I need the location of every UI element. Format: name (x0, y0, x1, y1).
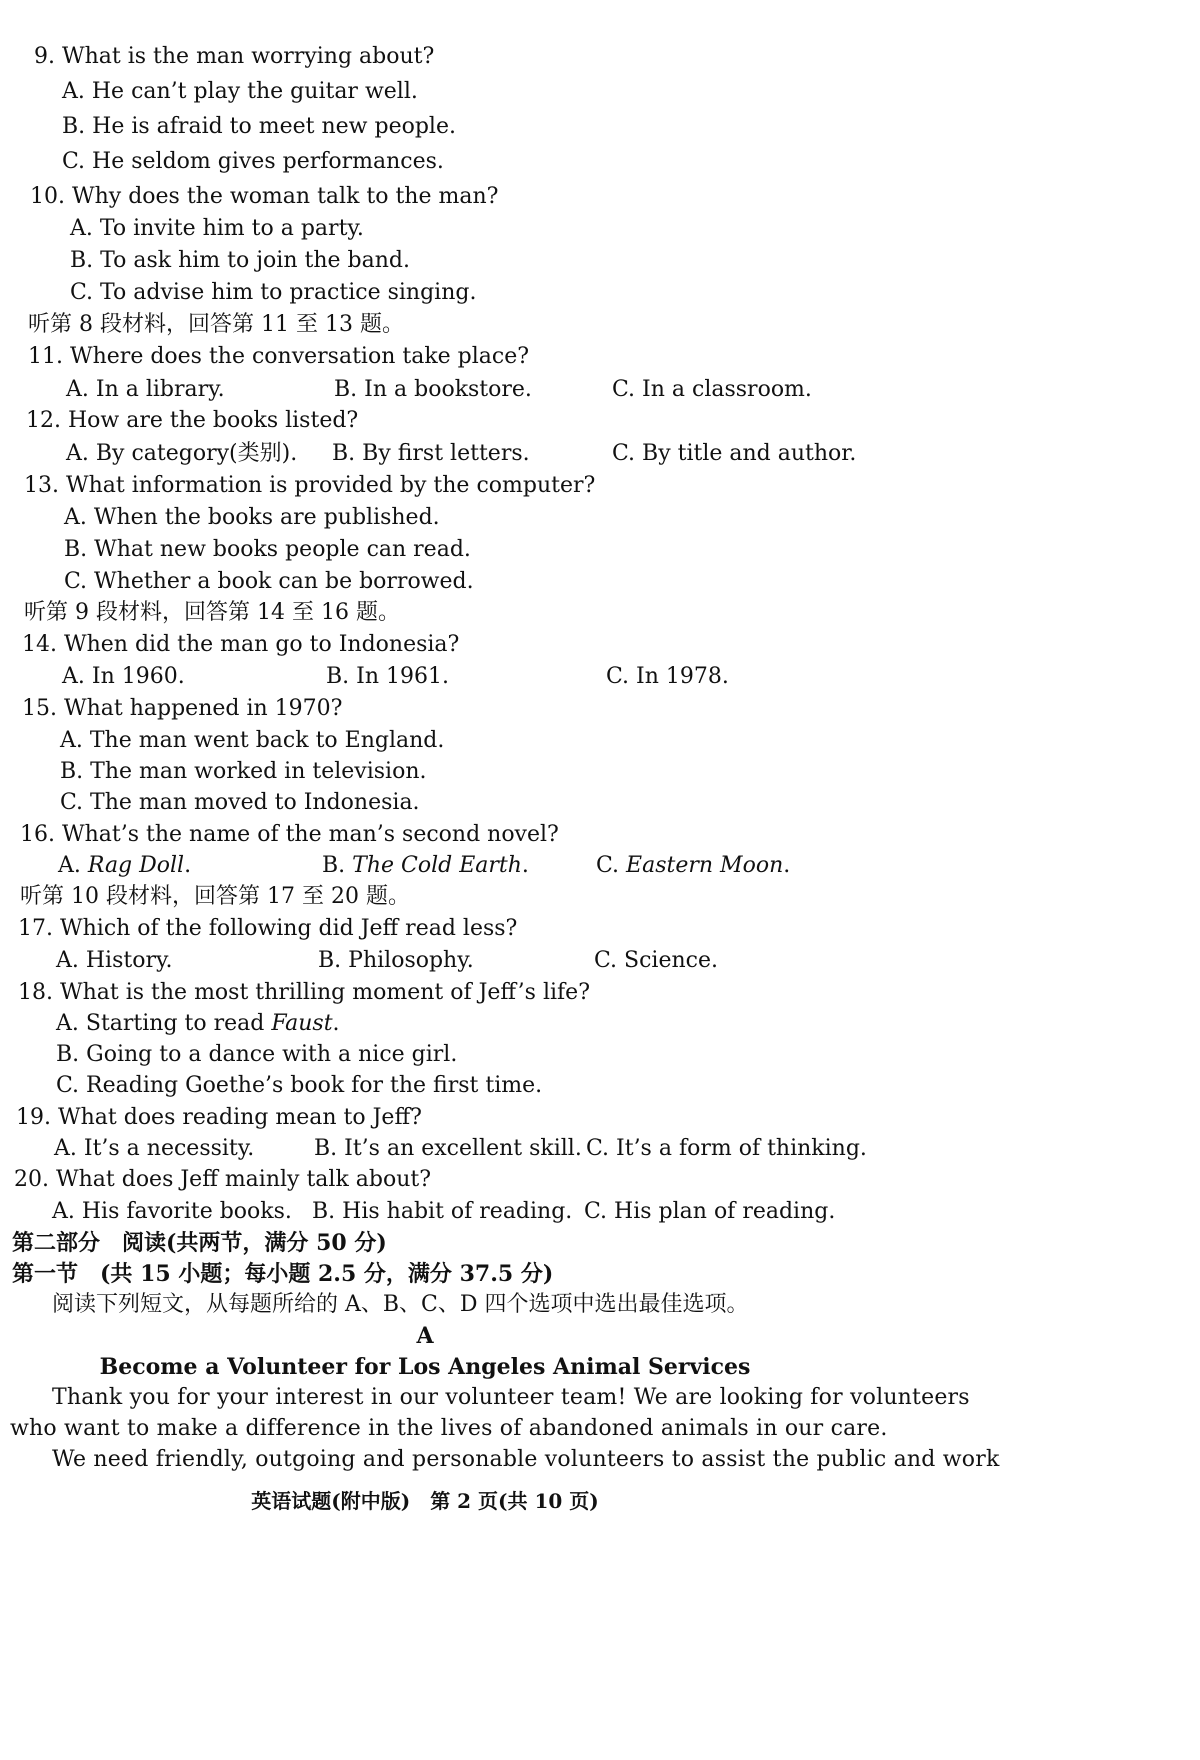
option-18b: B. Going to a dance with a nice girl. (56, 1042, 458, 1067)
question-14 (22, 630, 459, 660)
question-number: 17. (18, 916, 53, 941)
question-number: 13. (24, 473, 59, 498)
page-footer: 英语试题(附中版) 第 2 页(共 10 页) (251, 1489, 599, 1513)
question-text: Which of the following did Jeff read less? (60, 916, 518, 941)
option-14b: B. In 1961. (326, 664, 449, 689)
part-two-heading: 第二部分 阅读(共两节，满分 50 分) (12, 1230, 387, 1256)
question-number: 20. (14, 1167, 49, 1192)
question-number: 9. (34, 44, 55, 69)
question-number: 15. (22, 696, 57, 721)
question-18 (18, 978, 590, 1008)
option-16b: B. The Cold Earth. (322, 853, 529, 878)
option-11b: B. In a bookstore. (334, 377, 532, 402)
question-text: How are the books listed? (68, 408, 359, 433)
book-title: Faust (271, 1011, 333, 1036)
option-13b: B. What new books people can read. (64, 537, 471, 562)
question-number: 18. (18, 980, 53, 1005)
question-text: What does reading mean to Jeff? (58, 1105, 422, 1130)
option-10c: C. To advise him to practice singing. (70, 280, 477, 305)
option-19c: C. It’s a form of thinking. (586, 1136, 867, 1161)
paragraph-line-3: We need friendly, outgoing and personable volunteers to assist the public and work (52, 1447, 1000, 1472)
option-12a: A. By category(类别). (66, 441, 298, 466)
question-number: 11. (28, 344, 63, 369)
question-text: When did the man go to Indonesia? (64, 632, 460, 657)
question-text: Why does the woman talk to the man? (72, 184, 499, 209)
question-13 (24, 471, 595, 501)
option-9a: A. He can’t play the guitar well. (62, 79, 418, 104)
option-17b: B. Philosophy. (318, 948, 474, 973)
question-17 (18, 914, 517, 944)
question-text: What information is provided by the computer? (66, 473, 596, 498)
option-14a: A. In 1960. (62, 664, 185, 689)
question-15 (22, 694, 342, 724)
option-15c: C. The man moved to Indonesia. (60, 790, 420, 815)
option-19b: B. It’s an excellent skill. (314, 1136, 582, 1161)
question-text: What’s the name of the man’s second novel? (62, 822, 559, 847)
option-text: A. Starting to read (56, 1011, 272, 1036)
question-16 (20, 820, 559, 850)
question-text: What does Jeff mainly talk about? (56, 1167, 432, 1192)
question-11 (28, 342, 529, 372)
paragraph-line-2: who want to make a difference in the lives of abandoned animals in our care. (10, 1416, 888, 1441)
option-11c: C. In a classroom. (612, 377, 812, 402)
option-15a: A. The man went back to England. (60, 728, 445, 753)
question-9 (34, 42, 434, 72)
option-letter: B. (322, 853, 353, 878)
option-9b: B. He is afraid to meet new people. (62, 114, 456, 139)
option-19a: A. It’s a necessity. (54, 1136, 255, 1161)
question-10 (30, 182, 498, 212)
option-15b: B. The man worked in television. (60, 759, 427, 784)
option-14c: C. In 1978. (606, 664, 729, 689)
option-12c: C. By title and author. (612, 441, 857, 466)
section-one-heading: 第一节 (共 15 小题；每小题 2.5 分，满分 37.5 分) (12, 1261, 554, 1287)
option-10b: B. To ask him to join the band. (70, 248, 410, 273)
passage-title: Become a Volunteer for Los Angeles Animal Services (99, 1354, 751, 1380)
question-19 (16, 1103, 422, 1133)
question-text: What happened in 1970? (64, 696, 343, 721)
instruction-segment-10: 听第 10 段材料，回答第 17 至 20 题。 (20, 884, 410, 909)
book-title: Eastern Moon (626, 853, 784, 878)
option-18a: A. Starting to read Faust. (56, 1011, 340, 1036)
passage-letter: A (416, 1323, 434, 1349)
option-13c: C. Whether a book can be borrowed. (64, 569, 474, 594)
option-17a: A. History. (56, 948, 173, 973)
option-9c: C. He seldom gives performances. (62, 149, 444, 174)
question-text: What is the most thrilling moment of Jeff’s life? (60, 980, 590, 1005)
option-13a: A. When the books are published. (64, 505, 440, 530)
option-10a: A. To invite him to a party. (70, 216, 364, 241)
option-20c: C. His plan of reading. (584, 1199, 836, 1224)
option-18c: C. Reading Goethe’s book for the first time. (56, 1073, 543, 1098)
question-text: What is the man worrying about? (62, 44, 435, 69)
option-12b: B. By first letters. (332, 441, 530, 466)
option-17c: C. Science. (594, 948, 718, 973)
option-letter: C. (596, 853, 627, 878)
option-20a: A. His favorite books. (52, 1199, 292, 1224)
book-title: Rag Doll (87, 853, 185, 878)
option-20b: B. His habit of reading. (312, 1199, 573, 1224)
question-number: 12. (26, 408, 61, 433)
paragraph-line-1: Thank you for your interest in our volunteer team! We are looking for volunteers (52, 1385, 970, 1410)
option-letter: A. (58, 853, 88, 878)
option-11a: A. In a library. (66, 377, 225, 402)
question-number: 16. (20, 822, 55, 847)
question-number: 10. (30, 184, 65, 209)
question-20 (14, 1165, 431, 1195)
question-number: 19. (16, 1105, 51, 1130)
question-number: 14. (22, 632, 57, 657)
instruction-segment-9: 听第 9 段材料，回答第 14 至 16 题。 (24, 600, 400, 625)
option-16c: C. Eastern Moon. (596, 853, 791, 878)
book-title: The Cold Earth (352, 853, 522, 878)
option-16a: A. Rag Doll. (58, 853, 192, 878)
question-12 (26, 406, 358, 436)
reading-direction: 阅读下列短文，从每题所给的 A、B、C、D 四个选项中选出最佳选项。 (52, 1292, 749, 1317)
instruction-segment-8: 听第 8 段材料，回答第 11 至 13 题。 (28, 312, 404, 337)
question-text: Where does the conversation take place? (70, 344, 530, 369)
